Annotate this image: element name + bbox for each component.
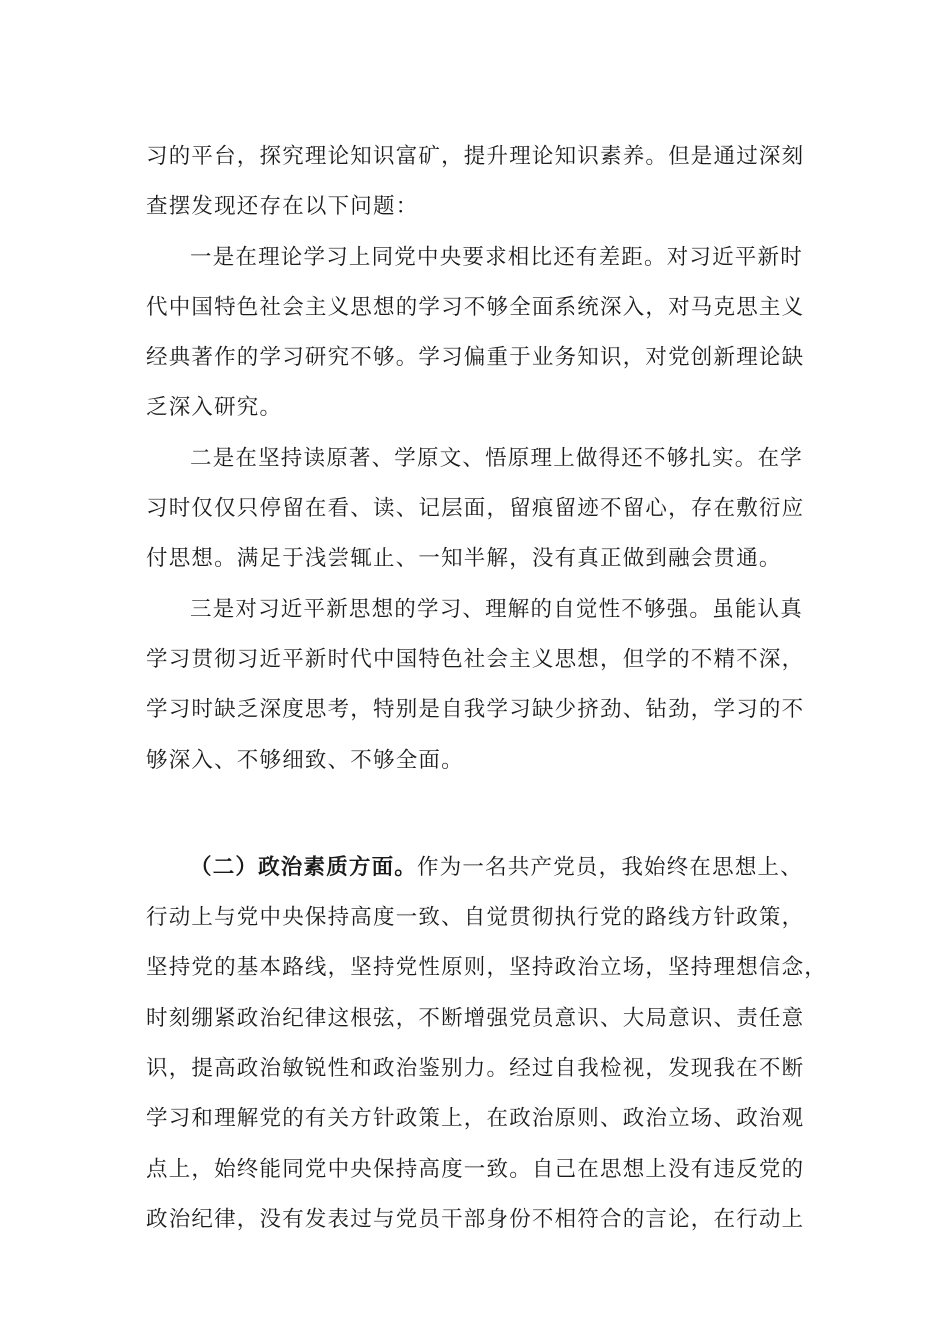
text-line: 够深入、不够细致、不够全面。 (146, 747, 464, 773)
section-heading: （二）政治素质方面。 (190, 854, 418, 880)
text-line: 三是对习近平新思想的学习、理解的自觉性不够强。虽能认真 (190, 596, 803, 622)
text-line: 学习时缺乏深度思考，特别是自我学习缺少挤劲、钻劲，学习的不 (146, 697, 805, 723)
text-line: 学习和理解党的有关方针政策上，在政治原则、政治立场、政治观 (146, 1106, 805, 1132)
text-line: 查摆发现还存在以下问题： (146, 194, 419, 220)
section-heading-rest: 作为一名共产党员，我始终在思想上、 (417, 854, 803, 880)
paragraph-1 (146, 132, 826, 233)
text-line: 行动上与党中央保持高度一致、自觉贯彻执行党的路线方针政策， (146, 905, 805, 931)
paragraph-4 (146, 585, 826, 786)
text-line: 一是在理论学习上同党中央要求相比还有差距。对习近平新时 (190, 244, 803, 270)
text-line: 坚持党的基本路线，坚持党性原则，坚持政治立场，坚持理想信念， (146, 955, 828, 981)
paragraph-gap (146, 786, 826, 843)
text-line (146, 843, 826, 893)
text-line: 乏深入研究。 (146, 395, 283, 421)
paragraph-3 (146, 434, 826, 585)
text-line: 时刻绷紧政治纪律这根弦，不断增强党员意识、大局意识、责任意 (146, 1005, 805, 1031)
text-line: 付思想。满足于浅尝辄止、一知半解，没有真正做到融会贯通。 (146, 546, 782, 572)
text-line: 学习贯彻习近平新时代中国特色社会主义思想，但学的不精不深， (146, 646, 805, 672)
text-line: 习的平台，探究理论知识富矿，提升理论知识素养。但是通过深刻 (146, 144, 805, 169)
text-line: 习时仅仅只停留在看、读、记层面，留痕留迹不留心，存在敷衍应 (146, 496, 805, 522)
text-line: 政治纪律，没有发表过与党员干部身份不相符合的言论，在行动上 (146, 1206, 805, 1232)
text-line: 二是在坚持读原著、学原文、悟原理上做得还不够扎实。在学 (190, 445, 803, 471)
paragraph-2 (146, 233, 826, 434)
paragraph-5 (146, 843, 826, 1245)
text-line: 识，提高政治敏锐性和政治鉴别力。经过自我检视，发现我在不断 (146, 1056, 805, 1082)
text-line: 点上，始终能同党中央保持高度一致。自己在思想上没有违反党的 (146, 1156, 805, 1182)
text-line: 经典著作的学习研究不够。学习偏重于业务知识，对党创新理论缺 (146, 345, 805, 371)
document-page (146, 132, 826, 1245)
text-line: 代中国特色社会主义思想的学习不够全面系统深入，对马克思主义 (146, 294, 805, 320)
